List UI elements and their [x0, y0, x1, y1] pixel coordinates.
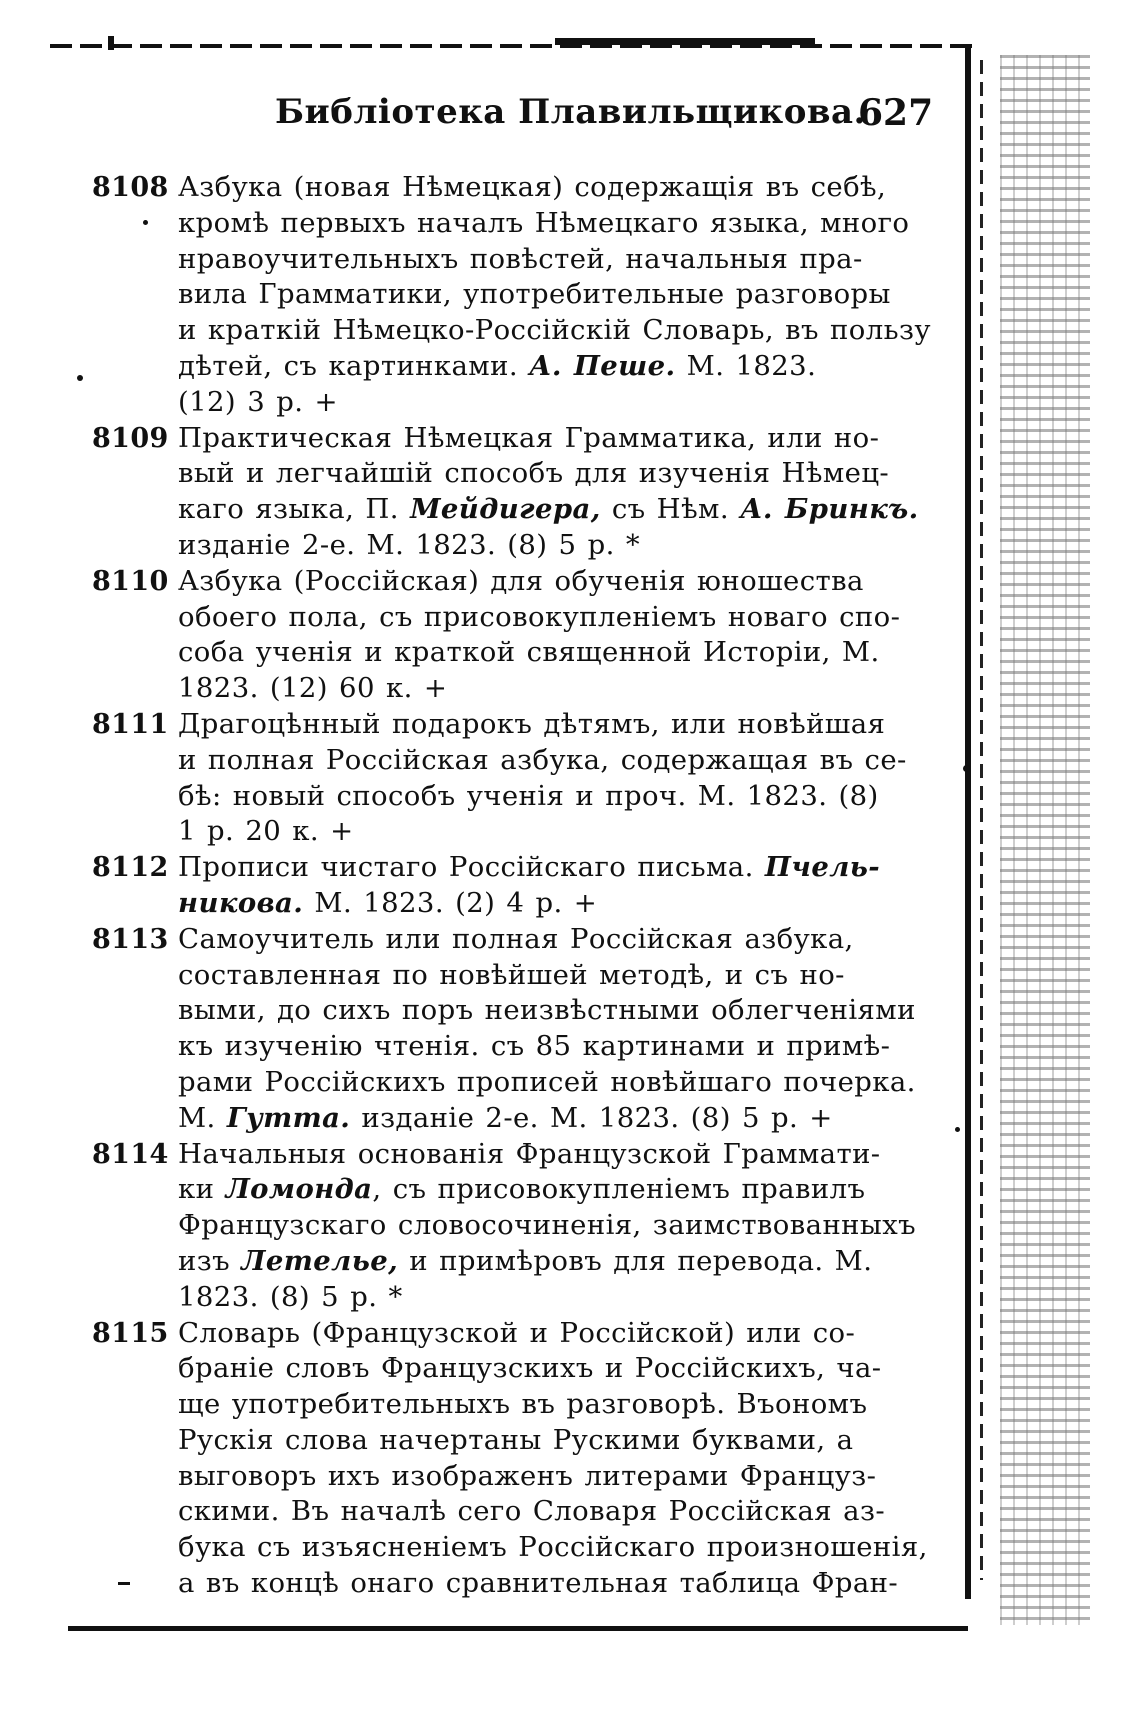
entry-text-line: выговоръ ихъ изображенъ литерами Француз-: [178, 1459, 877, 1492]
entry-price-line: 1 р. 20 к. +: [178, 815, 354, 848]
entry-text-line: соба ученія и краткой священной Исторіи, М.: [178, 636, 880, 669]
entry-text-line: а въ концѣ онаго сравнительная таблица Фран-: [178, 1567, 899, 1600]
entry-author: Ломонда: [225, 1173, 373, 1206]
top-border-mark: [555, 38, 815, 45]
entry-text-line: Рускія слова начертаны Рускими буквами, а: [178, 1423, 854, 1456]
entry-author: Гутта.: [226, 1101, 351, 1134]
entry-text-line: вила Грамматики, употребительные разговоры: [178, 278, 891, 311]
entry-text-line: Самоучитель или полная Россійская азбука,: [178, 922, 854, 955]
entry-text-line: нравоучительныхъ повѣстей, начальныя пра-: [178, 242, 863, 275]
entry-text-line: Прописи чистаго Россійскаго письма.: [178, 851, 765, 884]
entry-text-line: и краткій Нѣмецко-Россійскій Словарь, въ пользу: [178, 314, 931, 347]
entry-price-line: М. 1823. (2) 4 р. +: [314, 886, 598, 919]
top-border-notch: [108, 36, 114, 50]
right-page-edge: [965, 44, 971, 1599]
entry-number: 8112: [92, 852, 169, 884]
entry-price-line: 1823. (8) 5 р. *: [178, 1280, 403, 1313]
scan-edge-noise: [1000, 55, 1090, 1625]
running-head: [0, 92, 960, 144]
entry-text-line: ще употребительныхъ въ разговорѣ. Въономъ: [178, 1388, 868, 1421]
catalog-entry-8115: [0, 1316, 960, 1602]
page-number: 627: [858, 92, 934, 134]
entry-text-line: рами Россійскихъ прописей новѣйшаго почерка.: [178, 1065, 916, 1098]
entry-text-line: каго языка, П.: [178, 493, 411, 526]
entry-text-line: М.: [178, 1101, 227, 1134]
entry-text-fragment: съ Нѣм.: [600, 493, 741, 526]
entry-text-line: составленная по новѣйшей методѣ, и съ но-: [178, 958, 845, 991]
entry-text-line: бука съ изъясненіемъ Россійскаго произношенія,: [178, 1531, 928, 1564]
entry-text-line: и полная Россійская азбука, содержащая въ се-: [178, 743, 907, 776]
entry-text-line: Азбука (Россійская) для обученія юношества: [178, 564, 864, 597]
entry-text-line: обоего пола, съ присовокупленіемъ новаго спо-: [178, 600, 901, 633]
catalog-entries: [0, 170, 960, 1602]
entry-text-line: и примѣровъ для перевода. М.: [398, 1244, 873, 1277]
top-border-rule: [50, 44, 980, 48]
catalog-entry-8108: [0, 170, 960, 421]
entry-text-line: выми, до сихъ поръ неизвѣстными облегченіями: [178, 994, 916, 1027]
right-page-edge-shadow: [980, 60, 983, 1580]
entry-imprint: М. 1823.: [675, 349, 817, 382]
catalog-entry-8109: [0, 421, 960, 564]
entry-text-line: Практическая Нѣмецкая Грамматика, или но-: [178, 421, 880, 454]
entry-author: Пчель-: [764, 851, 881, 884]
entry-number: 8114: [92, 1138, 169, 1170]
catalog-entry-8110: [0, 564, 960, 707]
entry-text-line: , съ присовокупленіемъ правилъ: [372, 1173, 866, 1206]
running-head-title: Библіотека Плавильщикова.: [275, 92, 866, 132]
entry-author: никова.: [178, 886, 304, 919]
entry-author: А. Пеше.: [529, 349, 676, 382]
entry-text-line: Начальныя основанія Французской Граммати-: [178, 1137, 881, 1170]
entry-text-line: къ изученію чтенія. съ 85 картинами и примѣ-: [178, 1030, 891, 1063]
bottom-border-rule: [68, 1626, 968, 1631]
entry-price-line: 1823. (12) 60 к. +: [178, 672, 448, 705]
entry-text-line: кромѣ первыхъ началъ Нѣмецкаго языка, много: [178, 206, 910, 239]
catalog-entry-8113: [0, 922, 960, 1137]
entry-text-line: Французскаго словосочиненія, заимствованныхъ: [178, 1209, 916, 1242]
entry-price-line: изданіе 2-е. М. 1823. (8) 5 р. +: [350, 1101, 833, 1134]
entry-translator: А. Бринкъ.: [740, 493, 919, 526]
entry-text-line: браніе словъ Французскихъ и Россійскихъ, ча-: [178, 1352, 882, 1385]
entry-number: 8113: [92, 923, 169, 955]
catalog-entry-8112: [0, 850, 960, 922]
entry-text-line: изъ: [178, 1244, 242, 1277]
entry-text-line: Словарь (Французской и Россійской) или со-: [178, 1316, 856, 1349]
catalog-entry-8111: [0, 707, 960, 850]
entry-text-line: дѣтей, съ картинками.: [178, 349, 530, 382]
entry-price-line: изданіе 2-е. М. 1823. (8) 5 р. *: [178, 528, 641, 561]
entry-number: 8108: [92, 172, 169, 203]
entry-author: Мейдигера,: [410, 493, 601, 526]
ink-speck: [963, 765, 970, 772]
entry-number: 8110: [92, 565, 169, 597]
entry-text-line: Драгоцѣнный подарокъ дѣтямъ, или новѣйшая: [178, 707, 886, 740]
entry-author: Летелье,: [241, 1244, 399, 1277]
entry-text-line: вый и легчайшій способъ для изученія Нѣмец-: [178, 457, 890, 490]
entry-text-line: Азбука (новая Нѣмецкая) содержащія въ себѣ,: [178, 171, 887, 203]
entry-text-line: бѣ: новый способъ ученія и проч. М. 1823. (8): [178, 779, 879, 812]
catalog-entry-8114: [0, 1137, 960, 1316]
entry-number: 8115: [92, 1317, 169, 1349]
entry-price-line: (12) 3 р. +: [178, 385, 338, 418]
entry-text-line: ки: [178, 1173, 226, 1206]
entry-number: 8111: [92, 708, 169, 740]
entry-text-line: скими. Въ началѣ сего Словаря Россійская аз-: [178, 1495, 886, 1528]
entry-number: 8109: [92, 422, 169, 454]
